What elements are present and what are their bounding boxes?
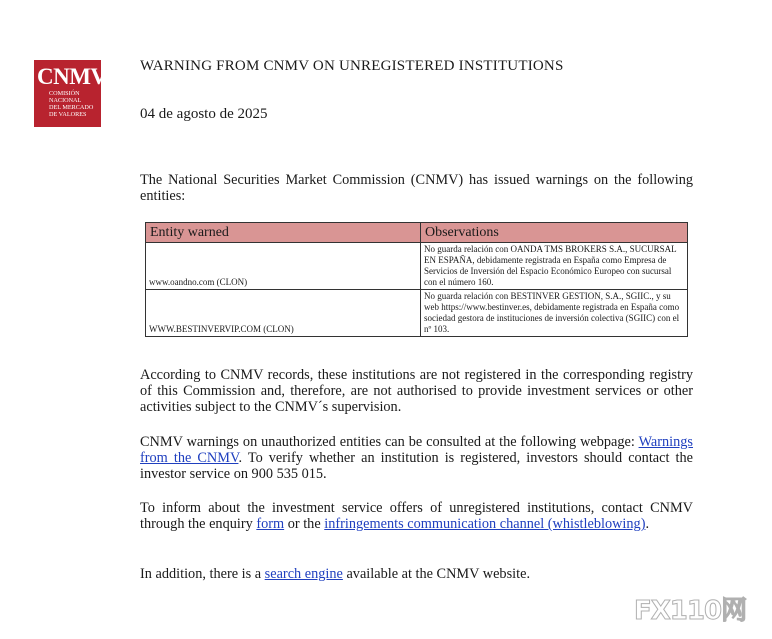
logo-subtitle-line: NACIONAL bbox=[49, 97, 82, 104]
registry-paragraph: According to CNMV records, these institutions are not registered in the corresponding registry of this Commission and, therefore, are not authorised to provide investment services or other activities subject to the CNMV´s supervision. bbox=[140, 367, 693, 415]
warnings-table bbox=[145, 222, 688, 337]
paragraph-text: To inform about the investment service offers of unregistered institutions, contact CNMV through the enquiry bbox=[140, 500, 693, 532]
paragraph-text: In addition, there is a bbox=[140, 566, 265, 582]
paragraph-text: or the bbox=[284, 516, 325, 532]
column-header-observations: Observations bbox=[421, 223, 688, 243]
document-date: 04 de agosto de 2025 bbox=[140, 106, 268, 122]
search-engine-link[interactable]: search engine bbox=[264, 566, 343, 582]
paragraph-text: available at the CNMV website. bbox=[342, 566, 531, 582]
logo-subtitle-line: COMISIÓN bbox=[49, 90, 80, 97]
search-paragraph bbox=[140, 566, 693, 582]
paragraph-text: . bbox=[645, 516, 650, 532]
entity-cell: www.oandno.com (CLON) bbox=[146, 243, 421, 290]
paragraph-text: . To verify whether an institution is registered, investors should contact the investor service on 900 535 015. bbox=[140, 450, 694, 482]
logo-subtitle-line: DE VALORES bbox=[49, 111, 87, 118]
observation-cell: No guarda relación con OANDA TMS BROKERS S.A., SUCURSAL EN ESPAÑA, debidamente registrada en España como Empresa de Servicios de Inversión del Espacio Económico Europeo con sucursal con el número 160. bbox=[421, 243, 688, 290]
contact-paragraph bbox=[140, 500, 693, 532]
entity-cell: WWW.BESTINVERVIP.COM (CLON) bbox=[146, 290, 421, 337]
table-row bbox=[146, 290, 688, 337]
intro-paragraph: The National Securities Market Commission (CNMV) has issued warnings on the following entities: bbox=[140, 172, 693, 204]
logo-name: CNMV bbox=[37, 64, 107, 89]
logo-subtitle bbox=[49, 90, 99, 118]
table-header-row bbox=[146, 223, 688, 243]
whistleblowing-link[interactable]: infringements communication channel (whistleblowing) bbox=[324, 516, 646, 532]
logo-subtitle-line: DEL MERCADO bbox=[49, 104, 94, 111]
document-title: WARNING FROM CNMV ON UNREGISTERED INSTITUTIONS bbox=[140, 58, 564, 74]
paragraph-text: CNMV warnings on unauthorized entities can be consulted at the following webpage: bbox=[140, 434, 639, 450]
form-link[interactable]: form bbox=[256, 516, 285, 532]
cnmv-logo bbox=[34, 60, 107, 127]
warnings-link[interactable]: Warnings from the CNMV bbox=[140, 434, 693, 466]
warnings-paragraph bbox=[140, 434, 693, 482]
column-header-entity: Entity warned bbox=[146, 223, 421, 243]
observation-cell: No guarda relación con BESTINVER GESTION, S.A., SGIIC., y su web https://www.bestinver.es, debidamente registrada en España como sociedad gestora de instituciones de inversión colectiva (SGIIC) con el nº 103. bbox=[421, 290, 688, 337]
watermark: FX110网 bbox=[634, 596, 747, 626]
table-row bbox=[146, 243, 688, 290]
